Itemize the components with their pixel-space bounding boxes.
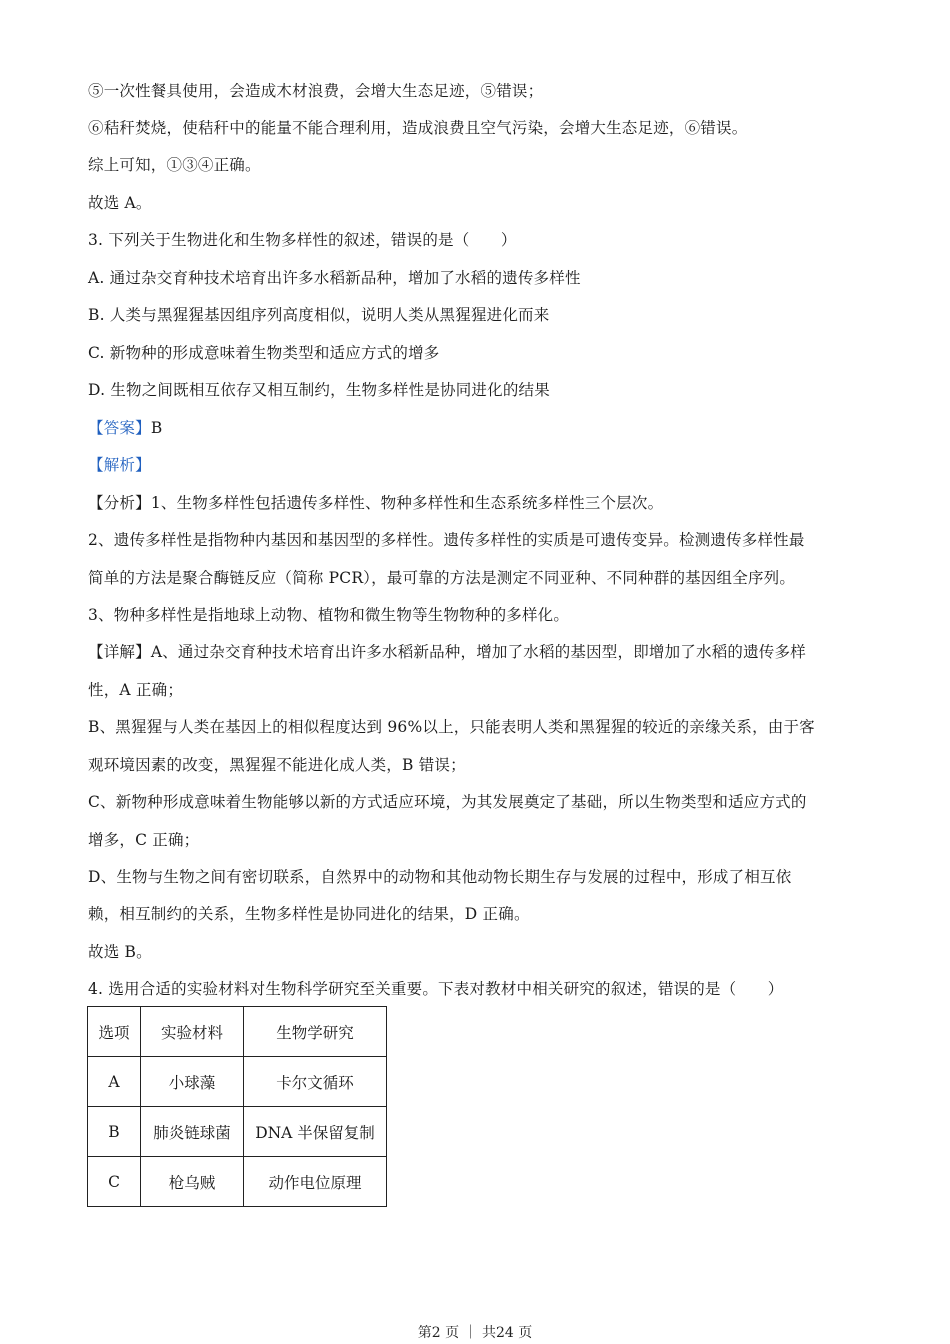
text-line: C、新物种形成意味着生物能够以新的方式适应环境，为其发展奠定了基础，所以生物类型和适应方式的	[88, 793, 807, 811]
answer-value: B	[150, 419, 163, 437]
text-line: B、黑猩猩与人类在基因上的相似程度达到 96%以上，只能表明人类和黑猩猩的较近的亲缘关系，由于客	[88, 718, 815, 736]
fenxi-tag: 【分析】	[88, 494, 151, 512]
xiangjie-tag: 【详解】	[88, 643, 151, 661]
text-line: ⑥秸秆焚烧，使秸秆中的能量不能合理利用，造成浪费且空气污染，会增大生态足迹，⑥错误。	[88, 119, 748, 137]
analysis-tag: 【解析】	[88, 456, 151, 474]
xiangjie-line	[88, 641, 863, 663]
text-line: 2、遗传多样性是指物种内基因和基因型的多样性。遗传多样性的实质是可遗传变异。检测遗传多样性最	[88, 531, 805, 549]
table-cell: 小球藻	[141, 1057, 244, 1107]
text-line: 3、物种多样性是指地球上动物、植物和微生物等生物物种的多样化。	[88, 606, 570, 624]
fenxi-text: 1、生物多样性包括遗传多样性、物种多样性和生态系统多样性三个层次。	[150, 494, 664, 512]
text-line: 故选 A。	[88, 194, 152, 212]
question-3-option-a: A. 通过杂交育种技术培育出许多水稻新品种，增加了水稻的遗传多样性	[88, 269, 581, 287]
table-row	[88, 1107, 387, 1157]
table-cell: 肺炎链球菌	[141, 1107, 244, 1157]
table-cell: 卡尔文循环	[244, 1057, 387, 1107]
table-header-cell: 选项	[88, 1007, 141, 1057]
question-4-stem: 4. 选用合适的实验材料对生物科学研究至关重要。下表对教材中相关研究的叙述，错误的是（ ）	[88, 980, 784, 998]
table-cell: 枪乌贼	[141, 1157, 244, 1207]
text-line: ⑤一次性餐具使用，会造成木材浪费，会增大生态足迹，⑤错误；	[88, 82, 544, 100]
text-line: 综上可知，①③④正确。	[88, 156, 261, 174]
table-cell: 动作电位原理	[244, 1157, 387, 1207]
text-line: 性，A 正确；	[88, 681, 184, 699]
answer-tag: 【答案】	[88, 419, 151, 437]
xiangjie-text: A、通过杂交育种技术培育出许多水稻新品种，增加了水稻的基因型，即增加了水稻的遗传多样	[150, 643, 806, 661]
table-header-cell: 实验材料	[141, 1007, 244, 1057]
question-3-option-d: D. 生物之间既相互依存又相互制约，生物多样性是协同进化的结果	[88, 381, 550, 399]
table-header-row	[88, 1007, 387, 1057]
question-3-stem: 3. 下列关于生物进化和生物多样性的叙述，错误的是（ ）	[88, 231, 517, 249]
materials-table	[87, 1006, 387, 1207]
fenxi-line	[88, 492, 863, 514]
text-line: 简单的方法是聚合酶链反应（简称 PCR），最可靠的方法是测定不同亚种、不同种群的基因组全序列。	[88, 569, 796, 587]
table-cell: C	[88, 1157, 141, 1207]
text-line: D、生物与生物之间有密切联系，自然界中的动物和其他动物长期生存与发展的过程中，形成了相互依	[88, 868, 792, 886]
text-line: 故选 B。	[88, 943, 152, 961]
table-cell: A	[88, 1057, 141, 1107]
text-line: 观环境因素的改变，黑猩猩不能进化成人类，B 错误；	[88, 756, 466, 774]
text-line: 赖，相互制约的关系，生物多样性是协同进化的结果，D 正确。	[88, 905, 530, 923]
table-row	[88, 1157, 387, 1207]
table-row	[88, 1057, 387, 1107]
table-header-cell: 生物学研究	[244, 1007, 387, 1057]
question-3-option-b: B. 人类与黑猩猩基因组序列高度相似，说明人类从黑猩猩进化而来	[88, 306, 550, 324]
table-cell: B	[88, 1107, 141, 1157]
answer-line	[88, 417, 863, 439]
analysis-line	[88, 454, 863, 476]
table-cell: DNA 半保留复制	[244, 1107, 387, 1157]
page-footer: 第2 页 ｜ 共24 页	[417, 1325, 533, 1341]
question-3-option-c: C. 新物种的形成意味着生物类型和适应方式的增多	[88, 344, 440, 362]
text-line: 增多，C 正确；	[88, 831, 200, 849]
